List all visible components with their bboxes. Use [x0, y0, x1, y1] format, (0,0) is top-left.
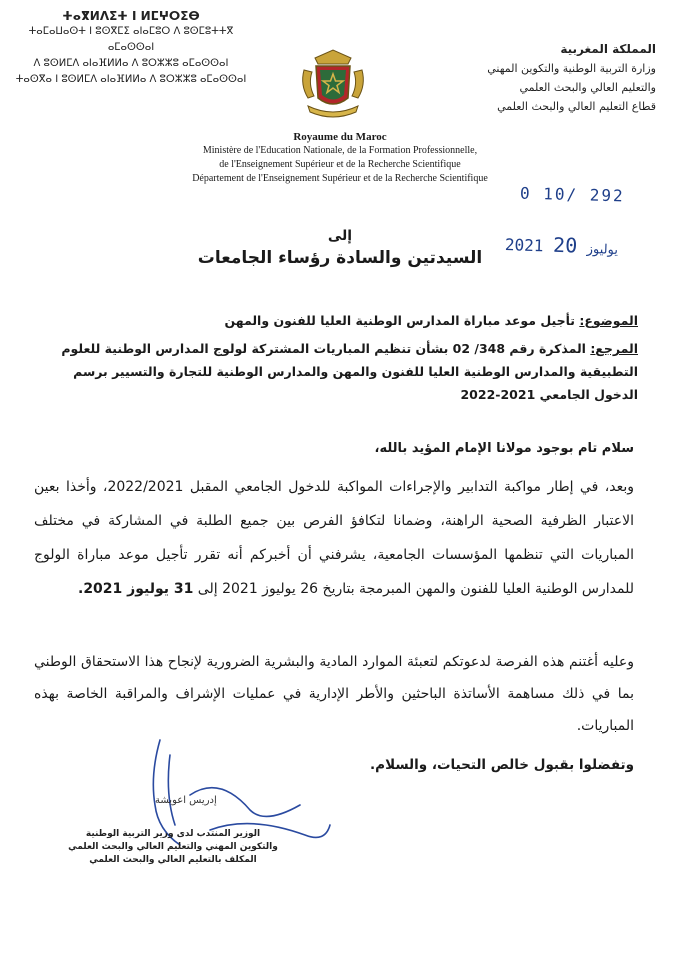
- date-stamp-day: 20: [552, 232, 578, 258]
- signatory-title-line-2: والتكوين المهني والتعليم العالي والبحث العلمي: [68, 842, 278, 852]
- arabic-line-3: والتعليم العالي والبحث العلمي: [519, 81, 656, 94]
- reference-label: المرجع:: [590, 341, 638, 356]
- french-line-2: Ministère de l'Education Nationale, de la Formation Professionnelle,: [202, 145, 478, 156]
- signatory-title-line-3: المكلف بالتعليم العالي والبحث العلمي: [89, 855, 257, 865]
- tifinagh-line-4: ⵜⴰⵙⴳⴰ ⵏ ⵓⵙⵍⵎⴷ ⴰⵏⴰⴼⵍⵍⴰ ⴷ ⵓⵔⵣⵣⵓ ⴰⵎⴰⵙⵙⴰⵏ: [15, 74, 247, 85]
- new-date: 31 يوليوز 2021.: [77, 581, 194, 597]
- date-stamp-year: 2021: [504, 235, 544, 256]
- subject-line: [28, 313, 638, 328]
- arabic-line-4: قطاع التعليم العالي والبحث العلمي: [497, 100, 656, 113]
- reference-number-stamp: 0 10/ 292: [519, 183, 625, 206]
- addressee-recipients: السيدتين والسادة رؤساء الجامعات: [197, 248, 483, 268]
- addressee-block: [150, 228, 530, 268]
- subject-label: الموضوع:: [579, 313, 638, 328]
- reference-line: [28, 337, 638, 406]
- tifinagh-line-2: ⵜⴰⵎⴰⵡⴰⵙⵜ ⵏ ⵓⵙⴳⵎⵉ ⴰⵏⴰⵎⵓⵔ ⴷ ⵓⵙⵎⵓⵜⵜⴳ ⴰⵎⴰⵙⵙⴰⵏ: [28, 26, 234, 53]
- tifinagh-header: [6, 8, 256, 88]
- body-paragraph-1: [34, 470, 634, 606]
- body-paragraph-1-text: وبعد، في إطار مواكبة التدابير والإجراءات المواكبة للدخول الجامعي المقبل 2022/2021، وأخذا بعين الاعتبار الظرفية الصحية الراهنة، وضمانا لتكافؤ الفرص بين جميع الطلبة في المشاركة في مختلف المباريات التي تنظمها المؤسسات الجامعية، يشرفني أن أخبركم أنه تقرر تأجيل موعد مباراة الولوج للمدارس الوطنية العليا للفنون والمهن المبرمجة بتاريخ 26 يوليوز 2021 إلى: [34, 479, 634, 597]
- date-stamp-month: يوليوز: [586, 241, 619, 258]
- coat-of-arms-emblem: [290, 40, 376, 126]
- signatory-name: إدريس اعويشة: [155, 795, 217, 806]
- greeting: سلام تام بوجود مولانا الإمام المؤيد بالله،: [374, 441, 634, 456]
- arabic-header: [426, 40, 656, 116]
- signatory-title-line-1: الوزير المنتدب لدى وزير التربية الوطنية: [85, 829, 261, 839]
- french-header: [130, 130, 550, 186]
- tifinagh-line-1: ⵜⴰⴳⵍⴷⵉⵜ ⵏ ⵍⵎⵖⵔⵉⴱ: [62, 9, 200, 23]
- body-paragraph-2: وعليه أغتنم هذه الفرصة لدعوتكم لتعبئة الموارد المادية والبشرية الضرورية لإنجاح هذا الاستحقاق الوطني بما في ذلك مساهمة الأساتذة الباحثين والأطر الإدارية في عمليات الإشراف والمراقبة الخاصة بهذه المباريات.: [34, 654, 634, 734]
- closing-line: وتفضلوا بقبول خالص التحيات، والسلام.: [370, 757, 634, 773]
- addressee-to: إلى: [327, 228, 353, 244]
- french-line-1: Royaume du Maroc: [293, 131, 387, 143]
- arabic-line-2: وزارة التربية الوطنية والتكوين المهني: [487, 62, 656, 75]
- reference-text: المذكرة رقم 348/ 02 بشأن تنظيم المباريات المشتركة لولوج المدارس الوطنية للعلوم التطبيقية والمدارس الوطنية العليا للفنون والمهن والمدارس الوطنية للتجارة والتسيير برسم الدخول الجامعي 2021-2022: [61, 341, 638, 402]
- subject-text: تأجيل موعد مباراة المدارس الوطنية العليا للفنون والمهن: [224, 313, 580, 328]
- signatory-title: [58, 828, 288, 867]
- french-line-3: de l'Enseignement Supérieur et de la Recherche Scientifique: [219, 159, 461, 170]
- french-line-4: Département de l'Enseignement Supérieur et de la Recherche Scientifique: [192, 173, 488, 184]
- tifinagh-line-3: ⴷ ⵓⵙⵍⵎⴷ ⴰⵏⴰⴼⵍⵍⴰ ⴷ ⵓⵔⵣⵣⵓ ⴰⵎⴰⵙⵙⴰⵏ: [33, 58, 229, 69]
- arabic-line-1: المملكة المغربية: [560, 42, 656, 56]
